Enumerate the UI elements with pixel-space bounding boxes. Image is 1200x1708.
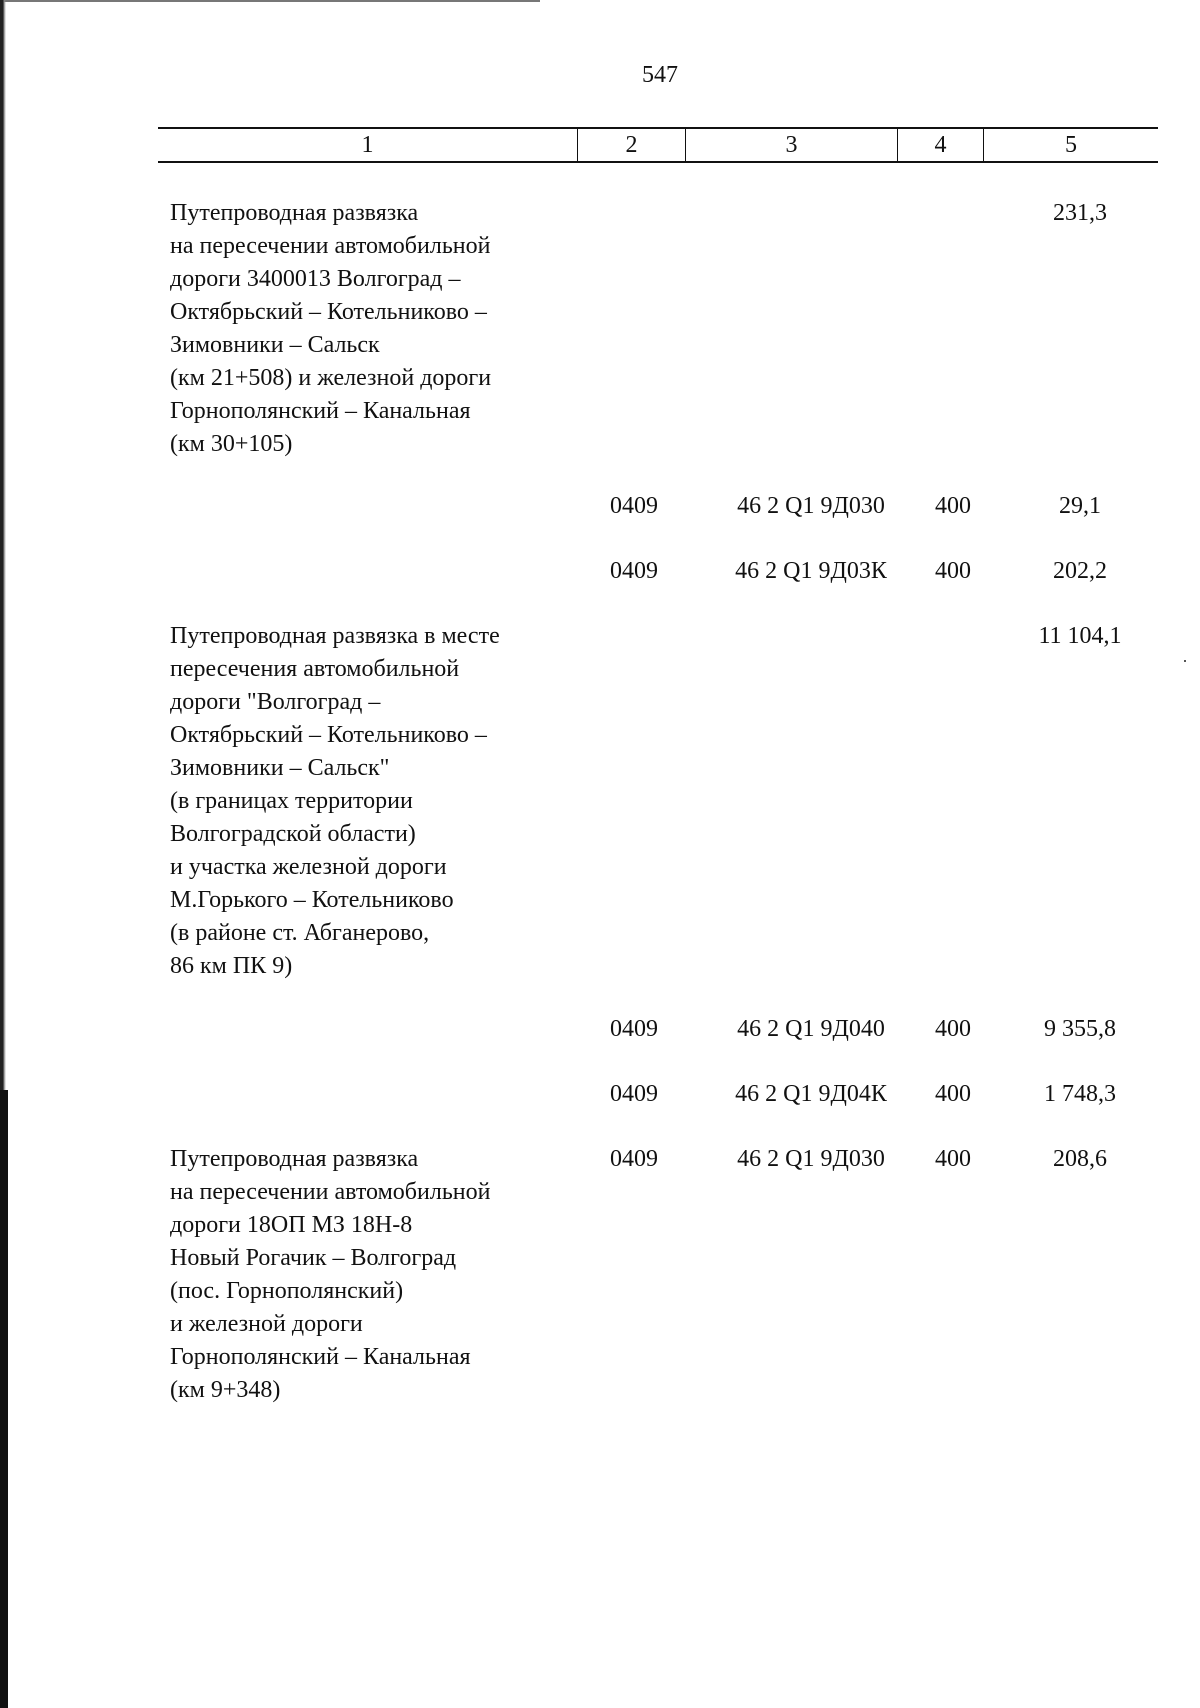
row-name: Путепроводная развязка в месте пересечения автомобильной дороги "Волгоград – Октябрьский – Котельниково – Зимовники – Сальск" (в границах территории Волгоградской области) и участка железной дороги М.Горького – Котельниково (в районе ст. Абганерово, 86 км ПК 9) <box>170 623 500 979</box>
row-code: 46 2 Q1 9Д03К <box>735 558 887 584</box>
row-amount: 231,3 <box>1053 200 1107 226</box>
header-col-1: 1 <box>158 129 578 161</box>
header-col-2: 2 <box>578 129 686 161</box>
header-col-5: 5 <box>1065 132 1077 158</box>
row-amount: 1 748,3 <box>1044 1081 1116 1107</box>
row-name: Путепроводная развязка на пересечении автомобильной дороги 3400013 Волгоград – Октябрьский – Котельниково – Зимовники – Сальск (км 21+508) и железной дороги Горнополянский – Канальная (км 30+105) <box>170 200 492 457</box>
row-type: 400 <box>935 1081 971 1107</box>
table-header <box>158 127 1158 163</box>
row-code: 46 2 Q1 9Д030 <box>737 493 885 519</box>
row-amount: 11 104,1 <box>1038 623 1122 649</box>
scan-speck <box>1184 660 1186 662</box>
scan-edge-bottom-left <box>0 1090 8 1708</box>
row-code: 46 2 Q1 9Д04К <box>735 1081 887 1107</box>
row-code: 46 2 Q1 9Д040 <box>737 1016 885 1042</box>
row-amount: 9 355,8 <box>1044 1016 1116 1042</box>
row-name: Путепроводная развязка на пересечении автомобильной дороги 18ОП МЗ 18Н-8 Новый Рогачик – Волгоград (пос. Горнополянский) и железной дороги Горнополянский – Канальная (км 9+348) <box>170 1146 491 1403</box>
page-number: 547 <box>642 62 678 88</box>
row-type: 400 <box>935 493 971 519</box>
scan-edge-top <box>0 0 540 2</box>
row-type: 400 <box>935 1146 971 1172</box>
row-section: 0409 <box>610 1146 658 1172</box>
row-amount: 29,1 <box>1059 493 1101 519</box>
row-amount: 208,6 <box>1053 1146 1107 1172</box>
header-col-4: 4 <box>898 129 984 161</box>
row-section: 0409 <box>610 1016 658 1042</box>
row-code: 46 2 Q1 9Д030 <box>737 1146 885 1172</box>
row-section: 0409 <box>610 558 658 584</box>
row-section: 0409 <box>610 1081 658 1107</box>
row-type: 400 <box>935 1016 971 1042</box>
row-amount: 202,2 <box>1053 558 1107 584</box>
header-col-3: 3 <box>686 129 898 161</box>
row-type: 400 <box>935 558 971 584</box>
row-section: 0409 <box>610 493 658 519</box>
